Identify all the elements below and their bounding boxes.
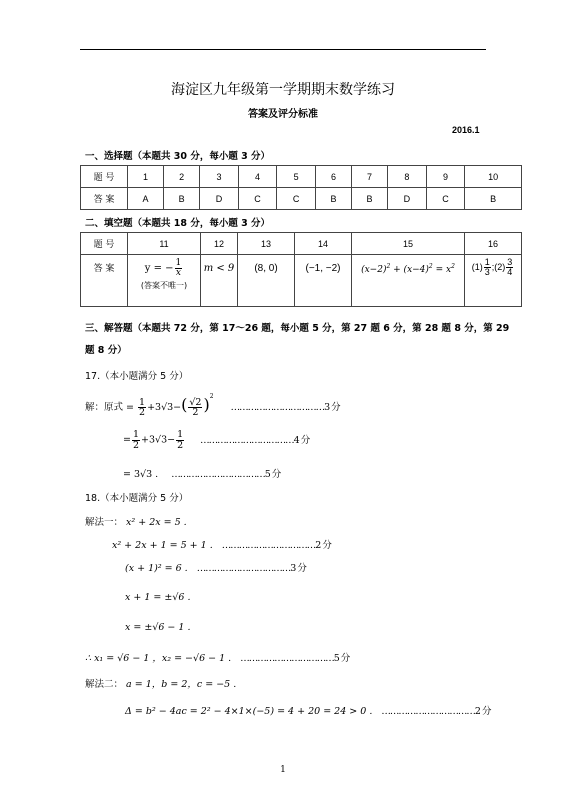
q17-line1-prefix: 解：原式 = xyxy=(85,402,134,413)
question-number: 3 xyxy=(200,166,239,188)
question-number: 5 xyxy=(277,166,316,188)
question-number: 6 xyxy=(315,166,351,188)
question-number: 14 xyxy=(295,233,352,255)
q18-m1-eq6-score: ……………………………5 分 xyxy=(240,653,350,664)
page-number: 1 xyxy=(280,765,286,775)
q18-m2-eq2-score: ……………………………2 分 xyxy=(381,706,491,717)
question-number: 9 xyxy=(426,166,465,188)
q18-method2-prefix: 解法二： xyxy=(85,679,124,690)
table-row xyxy=(81,233,522,255)
question-number: 4 xyxy=(238,166,277,188)
answer-11-cell xyxy=(128,255,201,307)
answer-11: y = − $\frac{1}{x}$ xyxy=(144,258,182,278)
answer-choice: D xyxy=(388,188,427,210)
q18-m1-eq3: (x + 1)² = 6 . xyxy=(125,563,188,574)
section2-heading: 二、填空题（本题共 18 分，每小题 3 分） xyxy=(85,218,271,229)
question-number: 15 xyxy=(352,233,465,255)
page-subtitle: 答案及评分标准 xyxy=(248,109,318,120)
question-number: 10 xyxy=(465,166,522,188)
top-rule xyxy=(80,49,486,50)
q18-method1-line6 xyxy=(85,650,349,664)
section3-heading-line2: 题 8 分） xyxy=(85,345,127,356)
q18-m2-eq2: Δ = b² − 4ac = 2² − 4×1×(−5) = 4 + 20 = 24 > 0 . xyxy=(125,706,373,717)
question-number: 12 xyxy=(201,233,238,255)
answer-choice: D xyxy=(200,188,239,210)
q17-line3-score: ……………………………5 分 xyxy=(171,469,281,480)
q18-m1-eq1: x² + 2x = 5 . xyxy=(126,517,187,528)
q17-line2: = $\frac{1}{2}$ +3√3− $\frac{1}{2}$ ……………………………4 分 xyxy=(123,429,310,451)
answer-13: (8, 0) xyxy=(238,255,295,307)
answer-choice: C xyxy=(277,188,316,210)
answer-choice: C xyxy=(426,188,465,210)
fill-in-answer-table xyxy=(80,232,522,307)
question-number: 2 xyxy=(164,166,200,188)
q18-m1-eq2: x² + 2x + 1 = 5 + 1 . xyxy=(112,540,213,551)
q18-m1-eq3-score: ……………………………3 分 xyxy=(196,563,306,574)
answer-11-note: (答案不唯一) xyxy=(140,281,188,290)
question-number: 7 xyxy=(352,166,388,188)
q18-label: 18.（本小题满分 5 分） xyxy=(85,493,189,504)
section1-heading: 一、选择题（本题共 30 分，每小题 3 分） xyxy=(85,151,271,162)
q18-method2-line2 xyxy=(125,703,490,717)
exam-date: 2016.1 xyxy=(452,125,480,135)
table-row xyxy=(81,166,522,188)
q17-line1-score: ……………………………3 分 xyxy=(230,402,340,413)
question-number: 16 xyxy=(465,233,522,255)
q18-method1-line1 xyxy=(85,514,187,528)
table-row xyxy=(81,188,522,210)
row-label: 题 号 xyxy=(81,233,128,255)
q18-m1-eq6: ∴ x₁ = √6 − 1 ，x₂ = −√6 − 1 . xyxy=(85,653,232,664)
answer-choice: B xyxy=(465,188,522,210)
table-row xyxy=(81,255,522,307)
q18-method2-line1 xyxy=(85,676,236,690)
answer-choice: B xyxy=(315,188,351,210)
question-number: 11 xyxy=(128,233,201,255)
answer-choice: C xyxy=(238,188,277,210)
question-number: 1 xyxy=(128,166,164,188)
multiple-choice-answer-table xyxy=(80,165,522,210)
q18-method1-line3 xyxy=(125,560,306,574)
q18-method1-prefix: 解法一： xyxy=(85,517,124,528)
q18-m1-eq2-score: ……………………………2 分 xyxy=(221,540,331,551)
answer-16: (1) $\frac{1}{3}$ ;(2) $\frac{3}{4}$ xyxy=(465,255,522,307)
row-label: 答 案 xyxy=(81,188,128,210)
row-label: 题 号 xyxy=(81,166,128,188)
answer-choice: A xyxy=(128,188,164,210)
q17-line1: 解：原式 = $\frac{1}{2}$ +3√3−( $\frac{√2}{2}$ )$^2$ ……………………………3 分 xyxy=(85,393,340,418)
answer-choice: B xyxy=(164,188,200,210)
page-title: 海淀区九年级第一学期期末数学练习 xyxy=(171,82,395,98)
answer-15: $(x-2)^2 + (x-4)^2 = x^2$ xyxy=(352,255,465,307)
answer-choice: B xyxy=(352,188,388,210)
q17-line2-score: ……………………………4 分 xyxy=(200,434,310,446)
answer-14: (−1, −2) xyxy=(295,255,352,307)
question-number: 13 xyxy=(238,233,295,255)
q18-m1-eq4: x + 1 = ±√6 . xyxy=(125,592,191,603)
q18-m2-eq1: a = 1，b = 2，c = −5 . xyxy=(126,679,237,690)
row-label: 答 案 xyxy=(81,255,128,307)
q18-m1-eq5: x = ±√6 − 1 . xyxy=(125,622,191,633)
answer-12: m < 9 xyxy=(201,255,238,307)
section3-heading-line1: 三、解答题（本题共 72 分，第 17～26 题，每小题 5 分，第 27 题 6 分，第 28 题 8 分，第 29 xyxy=(85,323,510,334)
q18-method1-line2 xyxy=(112,537,331,551)
q17-label: 17.（本小题满分 5 分） xyxy=(85,371,189,382)
question-number: 8 xyxy=(388,166,427,188)
q17-line3: = 3√3 . ……………………………5 分 xyxy=(123,469,281,480)
